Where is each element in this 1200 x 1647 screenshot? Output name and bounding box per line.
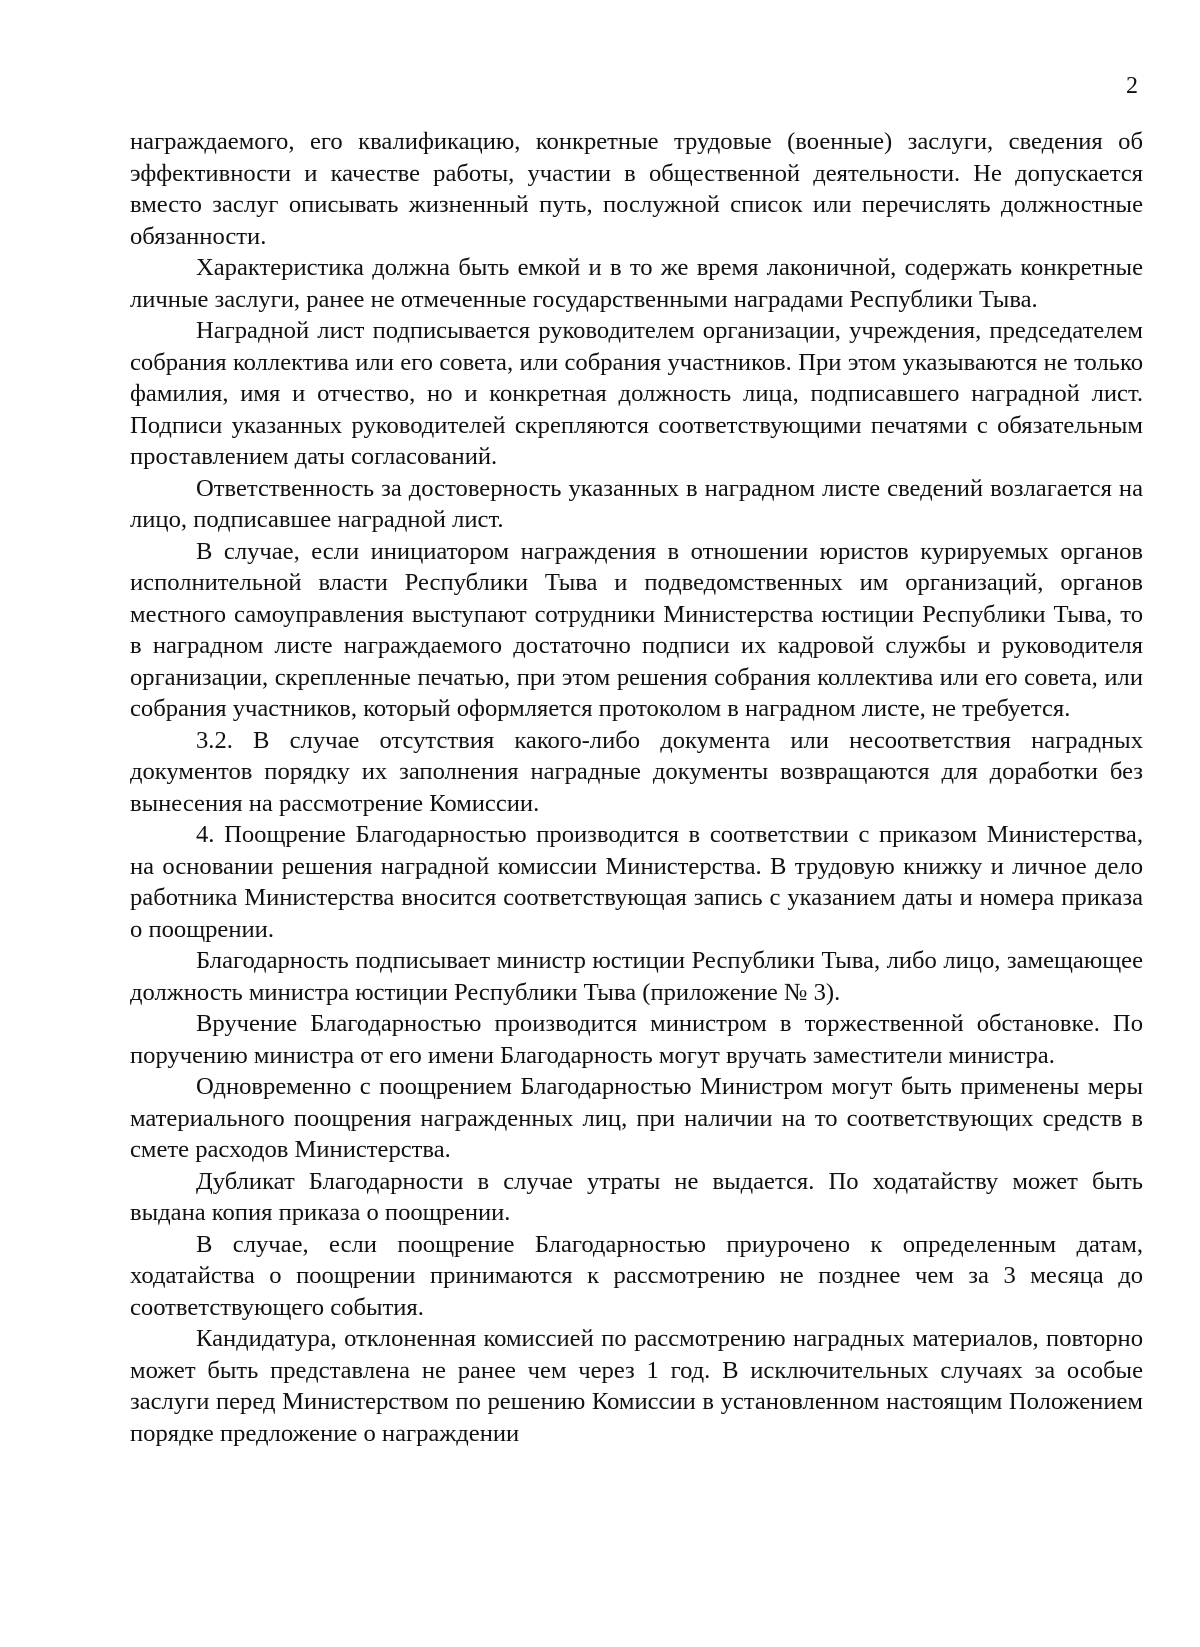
paragraph-clause-4: 4. Поощрение Благодарностью производится в соответствии с приказом Министерства, на основании решения наградной комиссии Министерства. В трудовую книжку и личное дело работника Министерства вносится соответствующая запись с указанием даты и номера приказа о поощрении. xyxy=(130,821,1143,943)
paragraph-clause-3-2: 3.2. В случае отсутствия какого-либо документа или несоответствия наградных документов порядку их заполнения наградные документы возвращаются для доработки без вынесения на рассмотрение Комиссии. xyxy=(130,726,1143,817)
paragraph-characteristic: Характеристика должна быть емкой и в то же время лаконичной, содержать конкретные личные заслуги, ранее не отмеченные государственными наградами Республики Тыва. xyxy=(130,254,1143,313)
paragraph-award-sheet-signing: Наградной лист подписывается руководителем организации, учреждения, председателем собрания коллектива или его совета, или собрания участников. При этом указываются не только фамилия, имя и отчество, но и конкретная должность лица, подписавшего наградной лист. Подписи указанных руководителей скрепляются соответствующими печатями с обязательным проставлением даты согласований. xyxy=(130,317,1143,470)
paragraph-lawyers-initiative: В случае, если инициатором награждения в отношении юристов курируемых органов исполнительной власти Республики Тыва и подведомственных им организаций, органов местного самоуправления выступают сотрудники Министерства юстиции Республики Тыва, то в наградном листе награждаемого достаточно подписи их кадровой службы и руководителя организации, скрепленные печатью, при этом решения собрания коллектива или его совета, или собрания участников, который оформляется протоколом в наградном листе, не требуется. xyxy=(130,537,1143,722)
paragraph-material-incentives: Одновременно с поощрением Благодарностью Министром могут быть применены меры материального поощрения награжденных лиц, при наличии на то соответствующих средств в смете расходов Министерства. xyxy=(130,1073,1143,1163)
paragraph-dated-petitions: В случае, если поощрение Благодарностью приурочено к определенным датам, ходатайства о поощрении принимаются к рассмотрению не позднее чем за 3 месяца до соответствующего события. xyxy=(130,1230,1143,1321)
paragraph-duplicate: Дубликат Благодарности в случае утраты не выдается. По ходатайству может быть выдана копия приказа о поощрении. xyxy=(130,1167,1143,1226)
document-body xyxy=(130,126,1143,1449)
paragraph-gratitude-signing: Благодарность подписывает министр юстиции Республики Тыва, либо лицо, замещающее должность министра юстиции Республики Тыва (приложение № 3). xyxy=(130,947,1143,1006)
paragraph-responsibility: Ответственность за достоверность указанных в наградном листе сведений возлагается на лицо, подписавшее наградной лист. xyxy=(130,474,1143,533)
paragraph-gratitude-presentation: Вручение Благодарностью производится министром в торжественной обстановке. По поручению министра от его имени Благодарность могут вручать заместители министра. xyxy=(130,1010,1143,1069)
paragraph-rejected-candidacy: Кандидатура, отклоненная комиссией по рассмотрению наградных материалов, повторно может быть представлена не ранее чем через 1 год. В исключительных случаях за особые заслуги перед Министерством по решению Комиссии в установленном настоящим Положением порядке предложение о награждении xyxy=(130,1325,1143,1447)
page-number: 2 xyxy=(1126,73,1138,99)
paragraph-continuation: награждаемого, его квалификацию, конкретные трудовые (военные) заслуги, сведения об эффективности и качестве работы, участии в общественной деятельности. Не допускается вместо заслуг описывать жизненный путь, послужной список или перечислять должностные обязанности. xyxy=(130,128,1143,250)
